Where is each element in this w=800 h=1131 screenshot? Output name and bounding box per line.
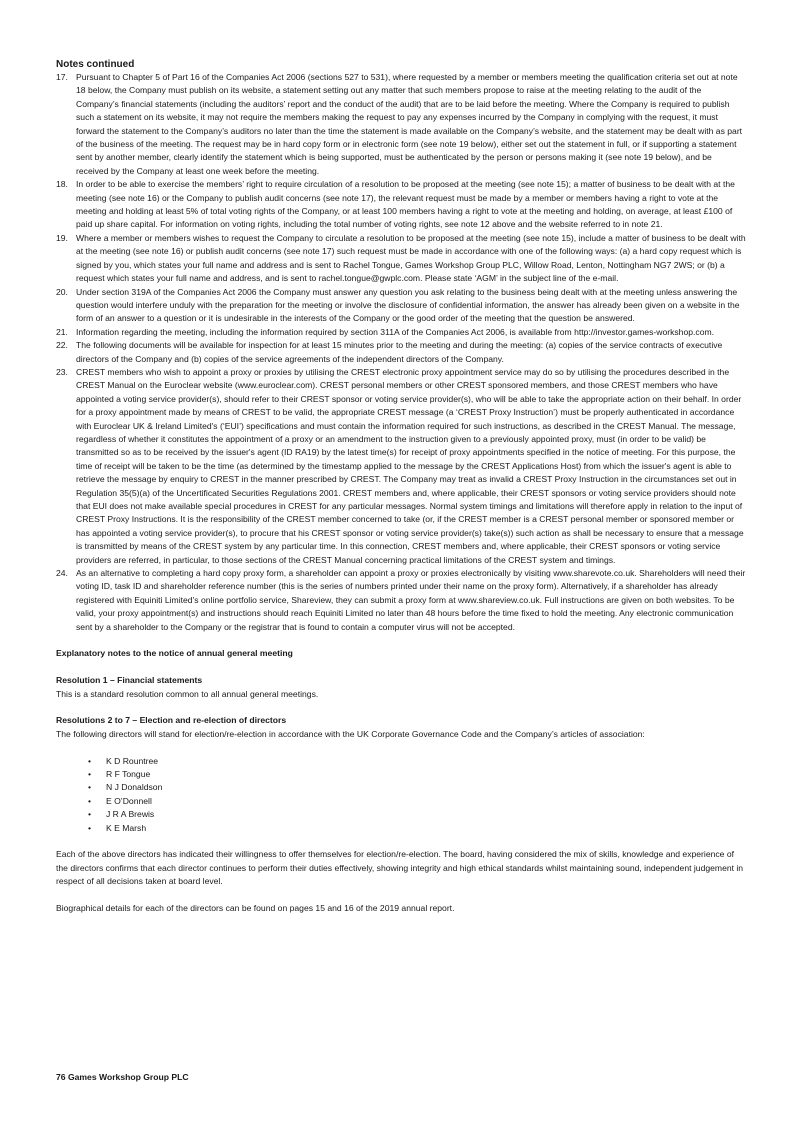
biographical-details: Biographical details for each of the directors can be found on pages 15 and 16 of the 2019 annual report.	[56, 903, 455, 914]
note-text: Information regarding the meeting, including the information required by section 311A of the Companies Act 2006, is available from http://investor.games-workshop.com.	[76, 326, 715, 337]
director-name: R F Tongue	[106, 769, 151, 780]
note-text: CREST members who wish to appoint a proxy or proxies by utilising the CREST electronic proxy appointment service may do so by utilising the procedures described in the CREST Manual on the Euroclear website (www.euroclear.com). CREST personal members or other CREST sponsored members, and those CREST members who have appointed a voting service provider(s), should refer to their CREST sponsor or voting service provider(s), who will be able to take the appropriate action on their behalf. In order for a proxy appointment made by means of CREST to be valid, the appropriate CREST message (a ‘CREST Proxy Instruction’) must be properly authenticated in accordance with Euroclear UK & Ireland Limited's (‘EUI’) specifications and must contain the information required for such instructions, as described in the CREST Manual. The message, regardless of whether it constitutes the appointment of a proxy or an amendment to the instruction given to a previously appointed proxy, must (in order to be valid) be transmitted so as to be received by the issuer's agent (ID RA19) by the latest time(s) for receipt of proxy appointments specified in the notice of meeting. For this purpose, the time of receipt will be taken to be the time (as determined by the timestamp applied to the message by the CREST Applications Host) from which the issuer's agent is able to retrieve the message by enquiry to CREST in the manner prescribed by CREST. The Company may treat as invalid a CREST Proxy Instruction in the circumstances set out in Regulation 35(5)(a) of the Uncertificated Securities Regulations 2001. CREST members and, where applicable, their CREST sponsors or voting service providers should note that EUI does not make available special procedures in CREST for any particular messages. Normal system timings and limitations will therefore apply in relation to the input of CREST Proxy Instructions. It is the responsibility of the CREST member concerned to take (or, if the CREST member is a CREST personal member or sponsored member or has appointed a voting service provider(s), to procure that his CREST sponsor or voting service provider(s) take(s)) such action as shall be necessary to ensure that a message is transmitted by means of the CREST system by any particular time. In this connection, CREST members and, where applicable, their CREST sponsors or voting service providers are referred, in particular, to those sections of the CREST Manual concerning practical limitations of the CREST system and timings.	[76, 366, 744, 565]
resolution-1-heading: Resolution 1 – Financial statements	[56, 675, 203, 686]
director-name: K E Marsh	[106, 822, 147, 833]
director-name: K D Rountree	[106, 755, 159, 766]
notes-list	[56, 71, 746, 634]
note-number: 24.	[56, 568, 68, 579]
bullet-icon: •	[88, 795, 92, 806]
resolutions-2-7-intro: The following directors will stand for election/re-election in accordance with the UK Corporate Governance Code and the Company’s articles of association:	[56, 728, 645, 739]
note-number: 20.	[56, 286, 68, 297]
director-item	[88, 768, 746, 781]
note-text: Pursuant to Chapter 5 of Part 16 of the Companies Act 2006 (sections 527 to 531), where requested by a member or members meeting the qualification criteria set out at note 18 below, the Company must publish on its website, a statement setting out any matter that such members propose to raise at the meeting relating to the audit of the Company’s financial statements (including the auditors’ report and the conduct of the audit) that are to be laid before the meeting. Where the Company is required to publish such a statement on its website, it may not require the members making the request to pay any expenses incurred by the Company in complying with the request, it must forward the statement to the Company’s auditors no later than the time the statement is made available on the Company’s website, and the statement may be dealt with as part of the business of the meeting. The request may be in hard copy form or in electronic form (see note 19 below), either set out the statement in full, or if supporting a statement sent by another member, clearly identify the statement which is being supported, must be authenticated by the person or persons making it (see note 19 below), and be received by the Company at least one week before the meeting.	[76, 72, 743, 176]
bullet-icon: •	[88, 809, 92, 820]
note-item	[56, 71, 746, 178]
note-item	[56, 178, 746, 232]
director-item	[88, 781, 746, 794]
director-item	[88, 795, 746, 808]
director-item	[88, 808, 746, 821]
note-item	[56, 232, 746, 286]
bullet-icon: •	[88, 755, 92, 766]
note-text: The following documents will be available for inspection for at least 15 minutes prior to the meeting and during the meeting: (a) copies of the service contracts of executive directors of the Company and (b) copies of the service agreements of the independent directors of the Company.	[76, 340, 723, 364]
explanatory-heading: Explanatory notes to the notice of annual general meeting	[56, 648, 293, 659]
note-item	[56, 366, 746, 567]
directors-paragraph: Each of the above directors has indicated their willingness to offer themselves for election/re-election. The board, having considered the mix of skills, knowledge and experience of the directors confirms that each director continues to perform their duties effectively, showing integrity and high ethical standards whilst maintaining sound, independent judgement in respect of all decisions taken at board level.	[56, 849, 744, 887]
note-item	[56, 567, 746, 634]
resolution-1-text: This is a standard resolution common to all annual general meetings.	[56, 688, 319, 699]
bullet-icon: •	[88, 769, 92, 780]
bullet-icon: •	[88, 822, 92, 833]
bullet-icon: •	[88, 782, 92, 793]
page-content	[56, 58, 746, 916]
director-item	[88, 822, 746, 835]
note-number: 19.	[56, 232, 68, 243]
spacer	[56, 741, 746, 754]
director-name: N J Donaldson	[106, 782, 163, 793]
note-text: Under section 319A of the Companies Act 2006 the Company must answer any question you ask relating to the business being dealt with at the meeting unless answering the question would interfere unduly with the preparation for the meeting or involve the disclosure of confidential information, the answer has already been given on a website in the form of an answer to a question or it is undesirable in the interests of the Company or the good order of the meeting that the question be answered.	[76, 286, 740, 324]
resolutions-2-7-heading: Resolutions 2 to 7 – Election and re-election of directors	[56, 715, 287, 726]
director-item	[88, 755, 746, 768]
director-name: E O’Donnell	[106, 795, 152, 806]
page-footer: 76 Games Workshop Group PLC	[56, 1072, 189, 1082]
notes-heading: Notes continued	[56, 59, 135, 70]
note-text: As an alternative to completing a hard copy proxy form, a shareholder can appoint a proxy or proxies electronically by visiting www.sharevote.co.uk. Shareholders will need their voting ID, task ID and shareholder reference number (this is the series of numbers printed under their name on the proxy form). Alternatively, if a shareholder has already registered with Equiniti Limited’s online portfolio service, Shareview, they can submit a proxy form at www.shareview.co.uk. Full instructions are given on both websites. To be valid, your proxy appointment(s) and instructions should reach Equiniti Limited no later than 48 hours before the time fixed to hold the meeting. Any electronic communication sent by a shareholder to the Company or the registrar that is found to contain a computer virus will not be accepted.	[76, 568, 746, 632]
note-number: 18.	[56, 179, 68, 190]
spacer	[56, 835, 746, 848]
spacer	[56, 701, 746, 714]
note-number: 21.	[56, 326, 68, 337]
note-item	[56, 326, 746, 339]
director-name: J R A Brewis	[106, 809, 155, 820]
note-text: Where a member or members wishes to request the Company to circulate a resolution to be proposed at the meeting (see note 15), include a matter of business to be dealt with at the meeting (see note 16) or publish audit concerns (see note 17) such request must be made in accordance with one of the following ways: (a) a hard copy request which is signed by you, which states your full name and address and is sent to Rachel Tongue, Games Workshop Group PLC, Willow Road, Lenton, Nottingham NG7 2WS; or (b) a request which states your full name and address, and is sent to rachel.tongue@gwplc.com. Please state ‘AGM’ in the subject line of the e-mail.	[76, 232, 746, 284]
spacer	[56, 634, 746, 647]
note-item	[56, 339, 746, 366]
note-number: 23.	[56, 366, 68, 377]
spacer	[56, 661, 746, 674]
spacer	[56, 889, 746, 902]
note-number: 17.	[56, 72, 68, 82]
note-item	[56, 286, 746, 326]
note-text: In order to be able to exercise the members’ right to require circulation of a resolution to be proposed at the meeting (see note 15); a matter of business to be dealt with at the meeting (see note 16) or the Company to publish audit concerns (see note 17), the relevant request must be made by a member or members having a right to vote at the meeting and holding at least 5% of total voting rights of the Company, or at least 100 members having a right to vote at the meeting and holding, on average, at least £100 of paid up share capital. For information on voting rights, including the total number of voting rights, see note 12 above and the website referred to in note 21.	[76, 179, 735, 230]
director-list	[56, 755, 746, 835]
note-number: 22.	[56, 340, 68, 351]
